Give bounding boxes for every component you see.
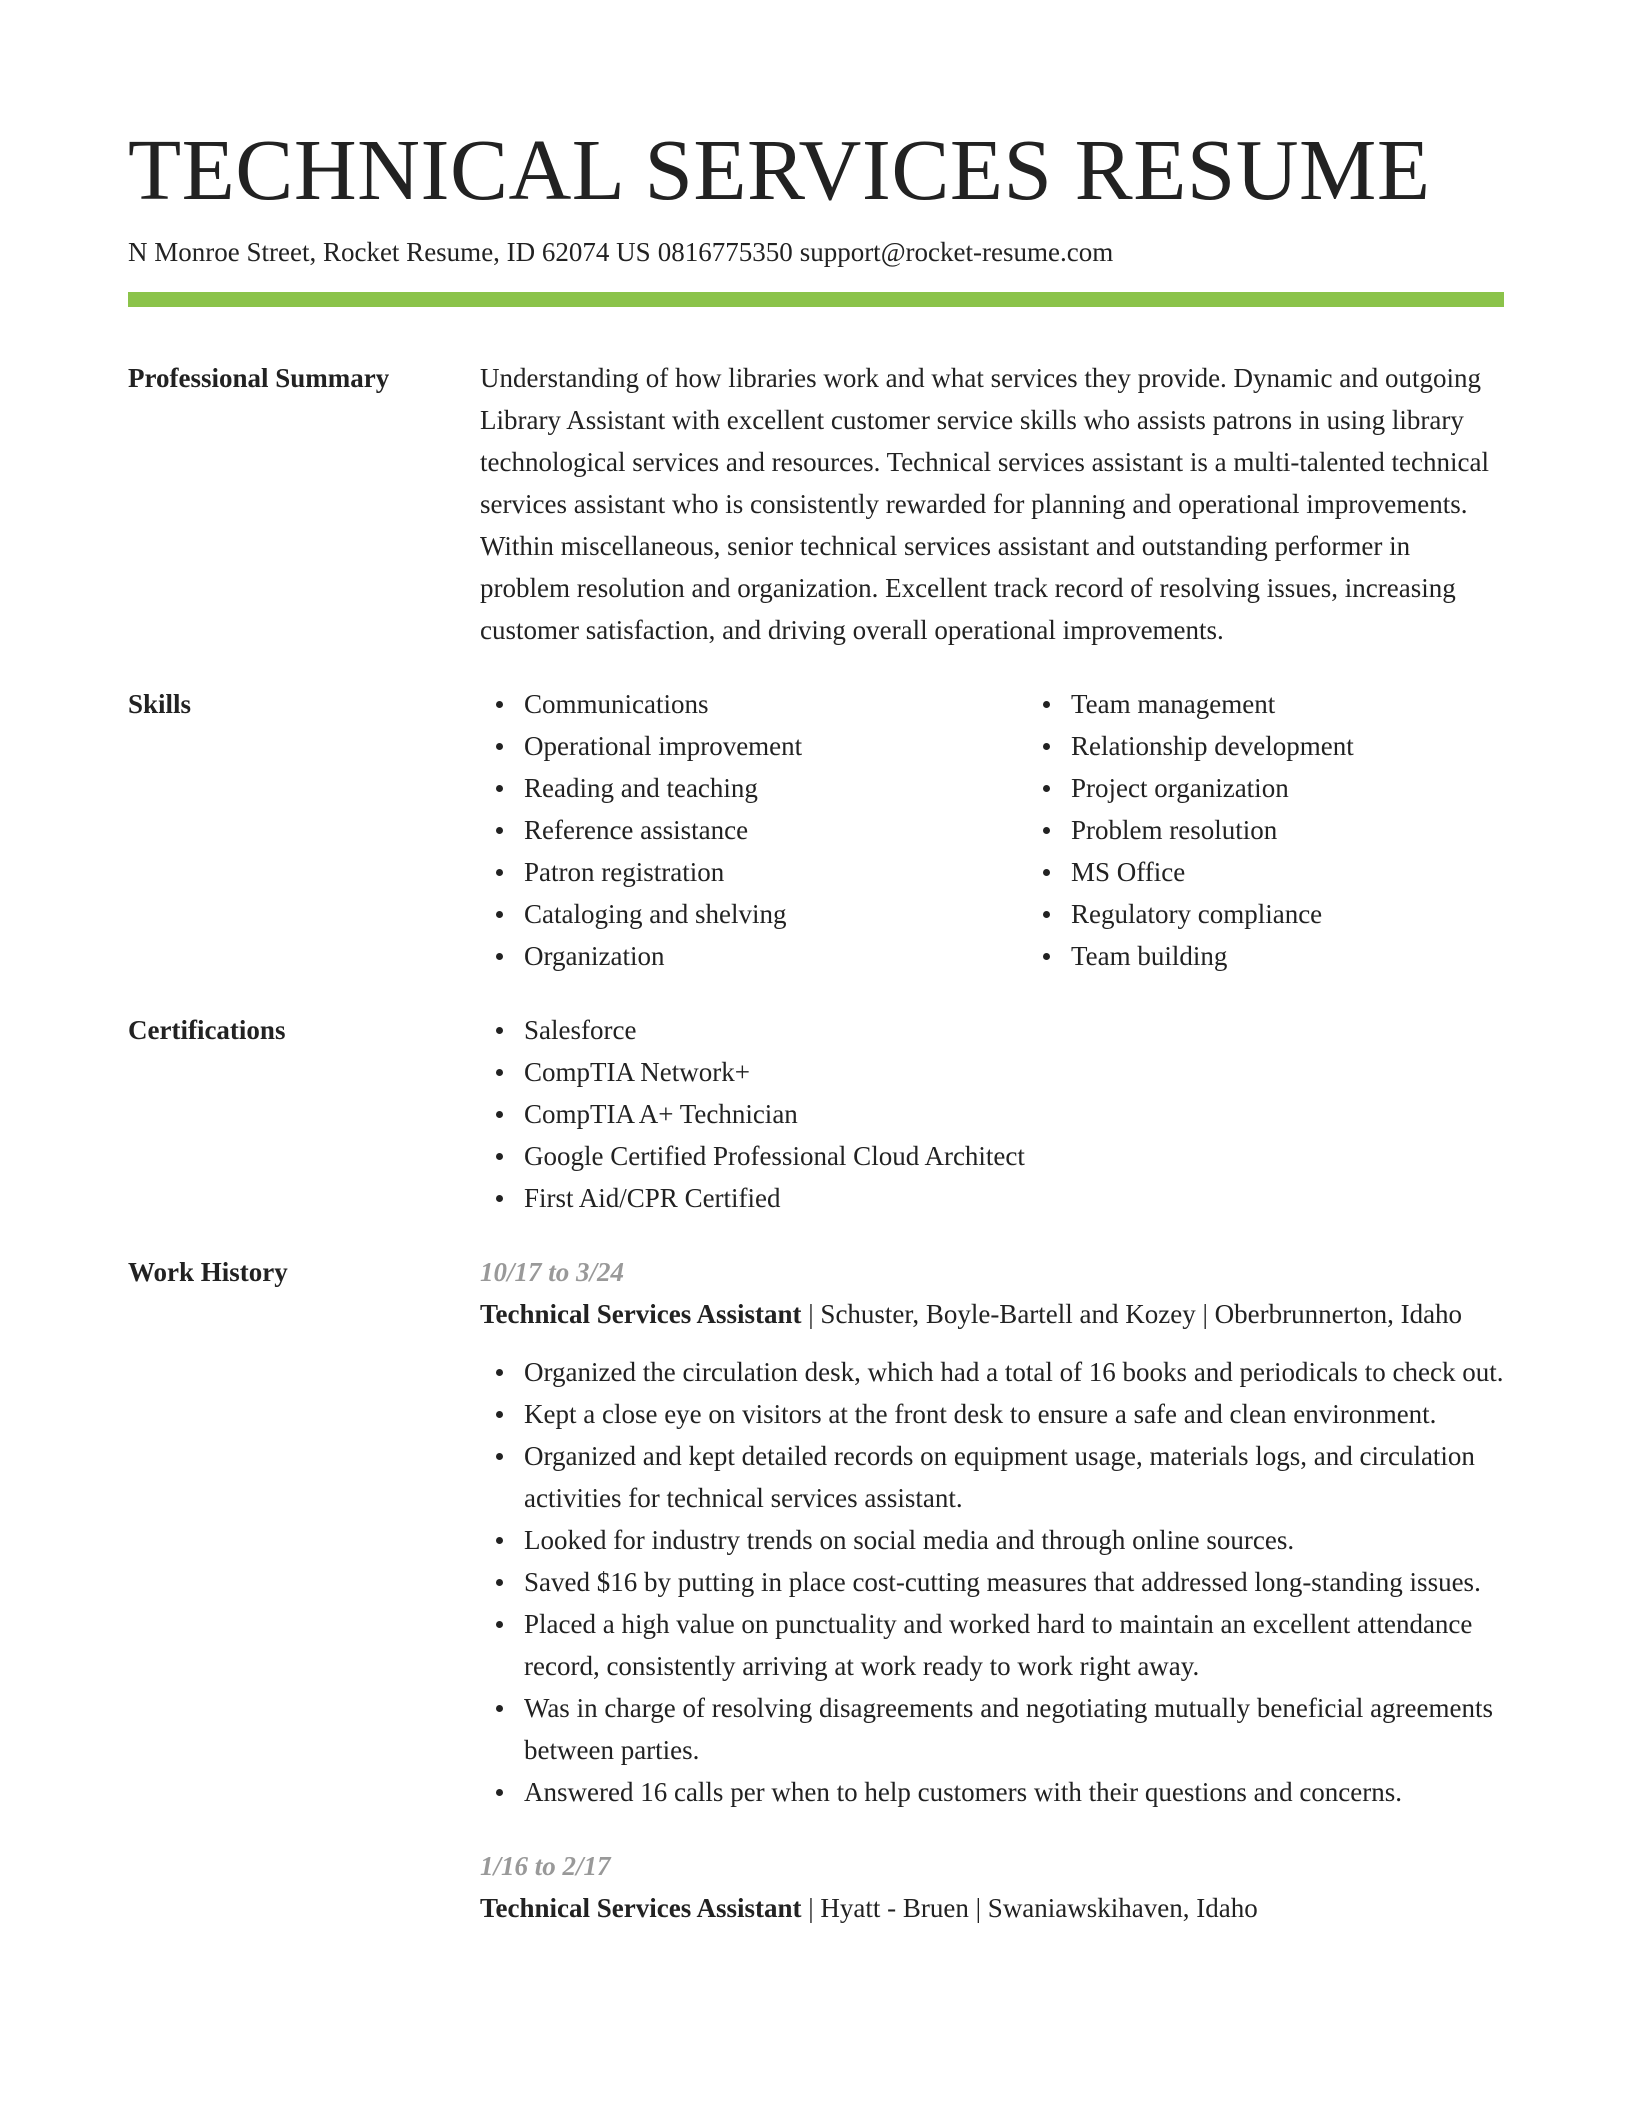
job-bullet: Kept a close eye on visitors at the front desk to ensure a safe and clean environment. (524, 1393, 1504, 1435)
professional-summary-section (128, 357, 1504, 651)
certification-item: CompTIA Network+ (524, 1051, 1504, 1093)
contact-address: N Monroe Street, Rocket Resume, ID 62074 US (128, 237, 651, 267)
resume-page (128, 118, 1504, 1929)
job-location: Oberbrunnerton, Idaho (1214, 1299, 1463, 1329)
job-heading: Technical Services Assistant | Schuster, Boyle-Bartell and Kozey | Oberbrunnerton, Idaho (480, 1299, 1463, 1329)
job-bullet: Saved $16 by putting in place cost-cutting measures that addressed long-standing issues. (524, 1561, 1504, 1603)
job-company: Schuster, Boyle-Bartell and Kozey (820, 1299, 1196, 1329)
skill-item: Team management (1071, 683, 1574, 725)
skill-item: Project organization (1071, 767, 1574, 809)
skill-item: Relationship development (1071, 725, 1574, 767)
job-bullet: Placed a high value on punctuality and worked hard to maintain an excellent attendance record, consistently arriving at work ready to work right away. (524, 1603, 1504, 1687)
skill-item: Organization (524, 935, 1027, 977)
skills-list-right (1027, 683, 1574, 977)
contact-email: support@rocket-resume.com (799, 237, 1114, 267)
job-title: Technical Services Assistant (480, 1893, 802, 1923)
skill-item: Communications (524, 683, 1027, 725)
skills-list-left (480, 683, 1027, 977)
job-heading: Technical Services Assistant | Hyatt - Bruen | Swaniawskihaven, Idaho (480, 1893, 1258, 1923)
section-label-summary: Professional Summary (128, 363, 390, 393)
job-entry (480, 1251, 1504, 1813)
section-label-work-history: Work History (128, 1257, 288, 1287)
skill-item: Problem resolution (1071, 809, 1574, 851)
job-dates: 1/16 to 2/17 (480, 1851, 611, 1881)
job-dates: 10/17 to 3/24 (480, 1257, 625, 1287)
section-label-skills: Skills (128, 689, 192, 719)
job-bullet: Answered 16 calls per when to help customers with their questions and concerns. (524, 1771, 1504, 1813)
skill-item: Reference assistance (524, 809, 1027, 851)
contact-phone: 0816775350 (657, 237, 793, 267)
certifications-list (480, 1009, 1504, 1219)
job-title: Technical Services Assistant (480, 1299, 802, 1329)
job-bullet-list (480, 1351, 1504, 1813)
work-history-section (128, 1251, 1504, 1929)
skill-item: Regulatory compliance (1071, 893, 1574, 935)
skill-item: MS Office (1071, 851, 1574, 893)
certification-item: CompTIA A+ Technician (524, 1093, 1504, 1135)
certifications-section (128, 1009, 1504, 1219)
certification-item: Salesforce (524, 1009, 1504, 1051)
job-entry (480, 1845, 1504, 1929)
skills-section (128, 683, 1504, 977)
skill-item: Patron registration (524, 851, 1027, 893)
accent-divider (128, 292, 1504, 307)
resume-title: TECHNICAL SERVICES RESUME (128, 121, 1431, 218)
job-bullet: Was in charge of resolving disagreements and negotiating mutually beneficial agreements between parties. (524, 1687, 1504, 1771)
certification-item: Google Certified Professional Cloud Architect (524, 1135, 1504, 1177)
job-company: Hyatt - Bruen (820, 1893, 969, 1923)
job-bullet: Organized and kept detailed records on equipment usage, materials logs, and circulation activities for technical services assistant. (524, 1435, 1504, 1519)
skill-item: Reading and teaching (524, 767, 1027, 809)
job-bullet: Looked for industry trends on social media and through online sources. (524, 1519, 1504, 1561)
section-label-certifications: Certifications (128, 1015, 286, 1045)
contact-line (128, 234, 1504, 270)
skill-item: Team building (1071, 935, 1574, 977)
job-location: Swaniawskihaven, Idaho (987, 1893, 1258, 1923)
skill-item: Cataloging and shelving (524, 893, 1027, 935)
skill-item: Operational improvement (524, 725, 1027, 767)
summary-text: Understanding of how libraries work and what services they provide. Dynamic and outgoing Library Assistant with excellent customer service skills who assists patrons in using library technological services and resources. Technical services assistant is a multi-talented technical services assistant who is consistently rewarded for planning and operational improvements. Within miscellaneous, senior technical services assistant and outstanding performer in problem resolution and organization. Excellent track record of resolving issues, increasing customer satisfaction, and driving overall operational improvements. (480, 363, 1489, 645)
certification-item: First Aid/CPR Certified (524, 1177, 1504, 1219)
job-bullet: Organized the circulation desk, which had a total of 16 books and periodicals to check out. (524, 1351, 1504, 1393)
